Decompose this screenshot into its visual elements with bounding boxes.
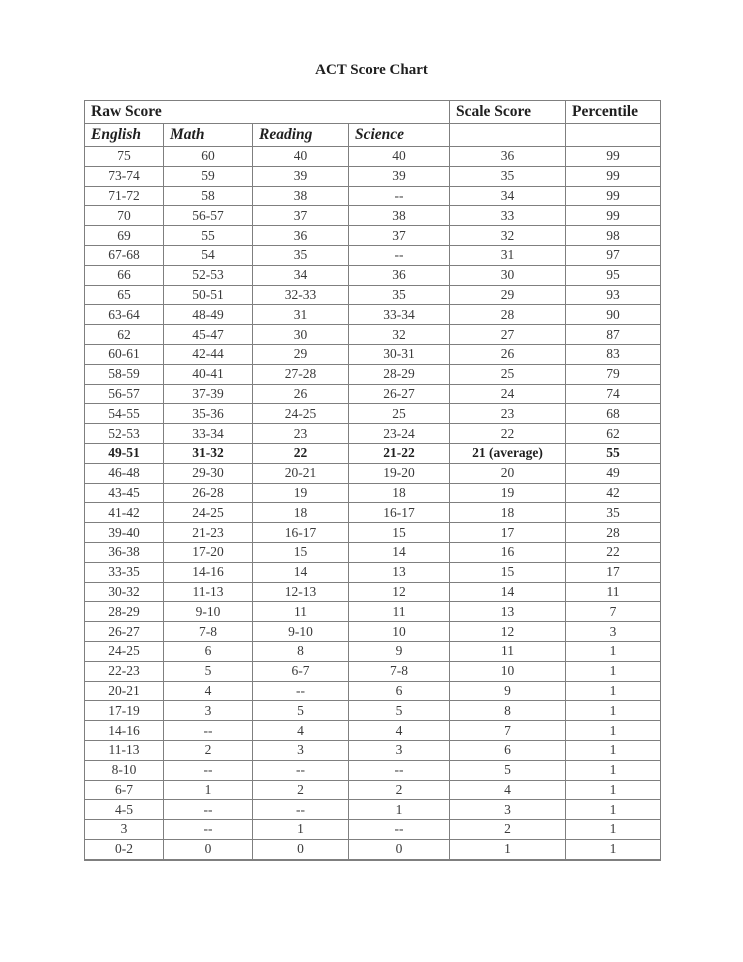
header-percentile: Percentile [566,101,661,124]
cell-percentile: 1 [566,780,661,800]
subheader-math: Math [164,124,253,147]
cell-english: 67-68 [85,245,164,265]
cell-reading: -- [253,800,349,820]
cell-scale_score: 24 [450,384,566,404]
cell-science: 30-31 [349,344,450,364]
cell-scale_score: 17 [450,523,566,543]
cell-reading: 34 [253,265,349,285]
cell-reading: 37 [253,206,349,226]
cell-science: 33-34 [349,305,450,325]
cell-scale_score: 11 [450,641,566,661]
cell-science: 11 [349,602,450,622]
cell-math: -- [164,721,253,741]
cell-english: 24-25 [85,641,164,661]
cell-scale_score: 32 [450,226,566,246]
cell-reading: 14 [253,562,349,582]
cell-math: 1 [164,780,253,800]
cell-math: 40-41 [164,364,253,384]
cell-english: 3 [85,820,164,840]
cell-reading: 12-13 [253,582,349,602]
cell-scale_score: 10 [450,661,566,681]
cell-science: -- [349,186,450,206]
cell-percentile: 1 [566,641,661,661]
cell-science: 37 [349,226,450,246]
cell-science: -- [349,820,450,840]
cell-math: 37-39 [164,384,253,404]
cell-scale_score: 18 [450,503,566,523]
cell-percentile: 1 [566,681,661,701]
cell-science: 32 [349,325,450,345]
cell-math: 2 [164,740,253,760]
cell-scale_score: 15 [450,562,566,582]
cell-math: -- [164,760,253,780]
table-row [85,424,661,444]
cell-scale_score: 4 [450,780,566,800]
cell-science: 26-27 [349,384,450,404]
cell-math: -- [164,820,253,840]
cell-science: 25 [349,404,450,424]
cell-english: 54-55 [85,404,164,424]
cell-percentile: 28 [566,523,661,543]
table-row [85,721,661,741]
cell-english: 6-7 [85,780,164,800]
cell-science: 7-8 [349,661,450,681]
cell-science: 23-24 [349,424,450,444]
cell-english: 20-21 [85,681,164,701]
cell-science: 19-20 [349,463,450,483]
cell-math: 9-10 [164,602,253,622]
cell-scale_score: 35 [450,166,566,186]
cell-english: 14-16 [85,721,164,741]
cell-percentile: 7 [566,602,661,622]
cell-percentile: 1 [566,820,661,840]
cell-science: -- [349,245,450,265]
table-row [85,166,661,186]
table-row [85,463,661,483]
cell-math: 26-28 [164,483,253,503]
cell-percentile: 99 [566,147,661,167]
cell-reading: 20-21 [253,463,349,483]
cell-english: 65 [85,285,164,305]
cell-scale_score: 1 [450,839,566,859]
cell-scale_score: 27 [450,325,566,345]
table-row [85,760,661,780]
cell-percentile: 1 [566,760,661,780]
cell-science: 21-22 [349,443,450,463]
cell-science: 16-17 [349,503,450,523]
table-row [85,661,661,681]
subheader-english: English [85,124,164,147]
cell-science: 38 [349,206,450,226]
cell-science: 35 [349,285,450,305]
cell-english: 71-72 [85,186,164,206]
cell-english: 28-29 [85,602,164,622]
cell-english: 30-32 [85,582,164,602]
cell-science: 1 [349,800,450,820]
table-row [85,622,661,642]
cell-reading: 19 [253,483,349,503]
cell-scale_score: 3 [450,800,566,820]
cell-reading: 5 [253,701,349,721]
cell-percentile: 99 [566,186,661,206]
cell-math: 59 [164,166,253,186]
cell-science: 13 [349,562,450,582]
cell-reading: 38 [253,186,349,206]
cell-percentile: 1 [566,721,661,741]
cell-english: 70 [85,206,164,226]
cell-percentile: 79 [566,364,661,384]
cell-reading: -- [253,760,349,780]
cell-reading: 6-7 [253,661,349,681]
table-row [85,364,661,384]
cell-percentile: 1 [566,839,661,859]
cell-scale_score: 16 [450,542,566,562]
cell-math: 21-23 [164,523,253,543]
cell-scale_score: 20 [450,463,566,483]
table-row [85,147,661,167]
cell-percentile: 17 [566,562,661,582]
cell-english: 58-59 [85,364,164,384]
header-row [85,101,661,124]
table-row [85,325,661,345]
cell-english: 52-53 [85,424,164,444]
cell-math: 14-16 [164,562,253,582]
cell-scale_score: 8 [450,701,566,721]
cell-percentile: 1 [566,740,661,760]
cell-scale_score: 22 [450,424,566,444]
cell-percentile: 35 [566,503,661,523]
cell-science: 4 [349,721,450,741]
cell-reading: 29 [253,344,349,364]
header-raw-score: Raw Score [85,101,450,124]
cell-english: 62 [85,325,164,345]
cell-percentile: 3 [566,622,661,642]
cell-percentile: 1 [566,661,661,681]
table-row [85,265,661,285]
cell-percentile: 49 [566,463,661,483]
cell-reading: 40 [253,147,349,167]
table-row [85,384,661,404]
cell-reading: 35 [253,245,349,265]
cell-math: 35-36 [164,404,253,424]
cell-english: 66 [85,265,164,285]
cell-percentile: 95 [566,265,661,285]
cell-scale_score: 21 (average) [450,443,566,463]
cell-reading: 36 [253,226,349,246]
subheader-scale-score-empty [450,124,566,147]
cell-reading: 8 [253,641,349,661]
cell-science: 12 [349,582,450,602]
cell-percentile: 42 [566,483,661,503]
table-row [85,186,661,206]
cell-english: 26-27 [85,622,164,642]
table-row [85,483,661,503]
cell-english: 4-5 [85,800,164,820]
cell-math: 11-13 [164,582,253,602]
cell-reading: 4 [253,721,349,741]
cell-percentile: 74 [566,384,661,404]
cell-percentile: 55 [566,443,661,463]
cell-math: 52-53 [164,265,253,285]
cell-reading: 23 [253,424,349,444]
cell-english: 39-40 [85,523,164,543]
table-row [85,800,661,820]
cell-scale_score: 26 [450,344,566,364]
cell-reading: 39 [253,166,349,186]
cell-reading: 2 [253,780,349,800]
cell-science: 0 [349,839,450,859]
cell-scale_score: 2 [450,820,566,840]
cell-percentile: 97 [566,245,661,265]
act-score-table [84,100,661,861]
cell-percentile: 87 [566,325,661,345]
table-row [85,523,661,543]
cell-percentile: 93 [566,285,661,305]
cell-math: 3 [164,701,253,721]
cell-reading: 27-28 [253,364,349,384]
cell-science: -- [349,760,450,780]
cell-english: 73-74 [85,166,164,186]
cell-math: 58 [164,186,253,206]
cell-english: 69 [85,226,164,246]
cell-scale_score: 33 [450,206,566,226]
cell-reading: 3 [253,740,349,760]
cell-math: -- [164,800,253,820]
cell-science: 39 [349,166,450,186]
cell-math: 17-20 [164,542,253,562]
cell-percentile: 62 [566,424,661,444]
cell-english: 41-42 [85,503,164,523]
header-scale-score: Scale Score [450,101,566,124]
cell-science: 28-29 [349,364,450,384]
cell-percentile: 98 [566,226,661,246]
cell-percentile: 99 [566,206,661,226]
table-row [85,305,661,325]
cell-reading: 31 [253,305,349,325]
cell-reading: 24-25 [253,404,349,424]
cell-science: 40 [349,147,450,167]
cell-english: 11-13 [85,740,164,760]
table-row [85,542,661,562]
table-row [85,562,661,582]
cell-english: 49-51 [85,443,164,463]
cell-scale_score: 23 [450,404,566,424]
cell-scale_score: 34 [450,186,566,206]
subheader-reading: Reading [253,124,349,147]
cell-science: 2 [349,780,450,800]
table-row [85,404,661,424]
cell-scale_score: 19 [450,483,566,503]
cell-science: 18 [349,483,450,503]
table-row [85,681,661,701]
cell-scale_score: 5 [450,760,566,780]
table-row [85,245,661,265]
table-row [85,780,661,800]
subheader-row [85,124,661,147]
cell-percentile: 22 [566,542,661,562]
cell-english: 22-23 [85,661,164,681]
cell-english: 36-38 [85,542,164,562]
cell-scale_score: 29 [450,285,566,305]
cell-math: 7-8 [164,622,253,642]
table-row [85,820,661,840]
table-row [85,582,661,602]
cell-science: 36 [349,265,450,285]
cell-science: 6 [349,681,450,701]
cell-scale_score: 36 [450,147,566,167]
cell-math: 60 [164,147,253,167]
table-row [85,641,661,661]
cell-scale_score: 9 [450,681,566,701]
cell-reading: 32-33 [253,285,349,305]
cell-percentile: 11 [566,582,661,602]
subheader-percentile-empty [566,124,661,147]
cell-math: 42-44 [164,344,253,364]
cell-english: 33-35 [85,562,164,582]
table-row [85,839,661,859]
table-row [85,285,661,305]
cell-math: 50-51 [164,285,253,305]
cell-math: 31-32 [164,443,253,463]
cell-scale_score: 12 [450,622,566,642]
cell-scale_score: 25 [450,364,566,384]
table-row [85,602,661,622]
cell-scale_score: 14 [450,582,566,602]
cell-math: 0 [164,839,253,859]
table-row [85,740,661,760]
cell-english: 46-48 [85,463,164,483]
cell-english: 17-19 [85,701,164,721]
cell-reading: 26 [253,384,349,404]
table-row [85,226,661,246]
cell-scale_score: 28 [450,305,566,325]
cell-reading: 11 [253,602,349,622]
cell-english: 60-61 [85,344,164,364]
cell-math: 33-34 [164,424,253,444]
cell-percentile: 83 [566,344,661,364]
table-row [85,503,661,523]
cell-math: 45-47 [164,325,253,345]
cell-science: 14 [349,542,450,562]
table-row [85,701,661,721]
cell-math: 55 [164,226,253,246]
cell-science: 3 [349,740,450,760]
cell-reading: 16-17 [253,523,349,543]
cell-math: 6 [164,641,253,661]
score-table-body [85,147,661,860]
cell-english: 8-10 [85,760,164,780]
cell-scale_score: 13 [450,602,566,622]
table-row [85,344,661,364]
cell-math: 4 [164,681,253,701]
subheader-science: Science [349,124,450,147]
cell-math: 54 [164,245,253,265]
cell-reading: 22 [253,443,349,463]
cell-scale_score: 31 [450,245,566,265]
cell-reading: 15 [253,542,349,562]
cell-math: 29-30 [164,463,253,483]
cell-science: 5 [349,701,450,721]
cell-science: 10 [349,622,450,642]
cell-english: 0-2 [85,839,164,859]
cell-scale_score: 6 [450,740,566,760]
cell-reading: 18 [253,503,349,523]
cell-english: 63-64 [85,305,164,325]
cell-science: 15 [349,523,450,543]
page-title: ACT Score Chart [315,62,428,78]
cell-math: 48-49 [164,305,253,325]
cell-reading: 1 [253,820,349,840]
cell-reading: 9-10 [253,622,349,642]
cell-scale_score: 30 [450,265,566,285]
cell-science: 9 [349,641,450,661]
cell-percentile: 1 [566,800,661,820]
cell-reading: 30 [253,325,349,345]
cell-percentile: 1 [566,701,661,721]
cell-reading: -- [253,681,349,701]
cell-english: 56-57 [85,384,164,404]
cell-english: 43-45 [85,483,164,503]
table-row [85,206,661,226]
cell-math: 56-57 [164,206,253,226]
cell-percentile: 90 [566,305,661,325]
cell-percentile: 68 [566,404,661,424]
cell-scale_score: 7 [450,721,566,741]
table-row [85,443,661,463]
cell-english: 75 [85,147,164,167]
cell-reading: 0 [253,839,349,859]
cell-percentile: 99 [566,166,661,186]
cell-math: 24-25 [164,503,253,523]
cell-math: 5 [164,661,253,681]
